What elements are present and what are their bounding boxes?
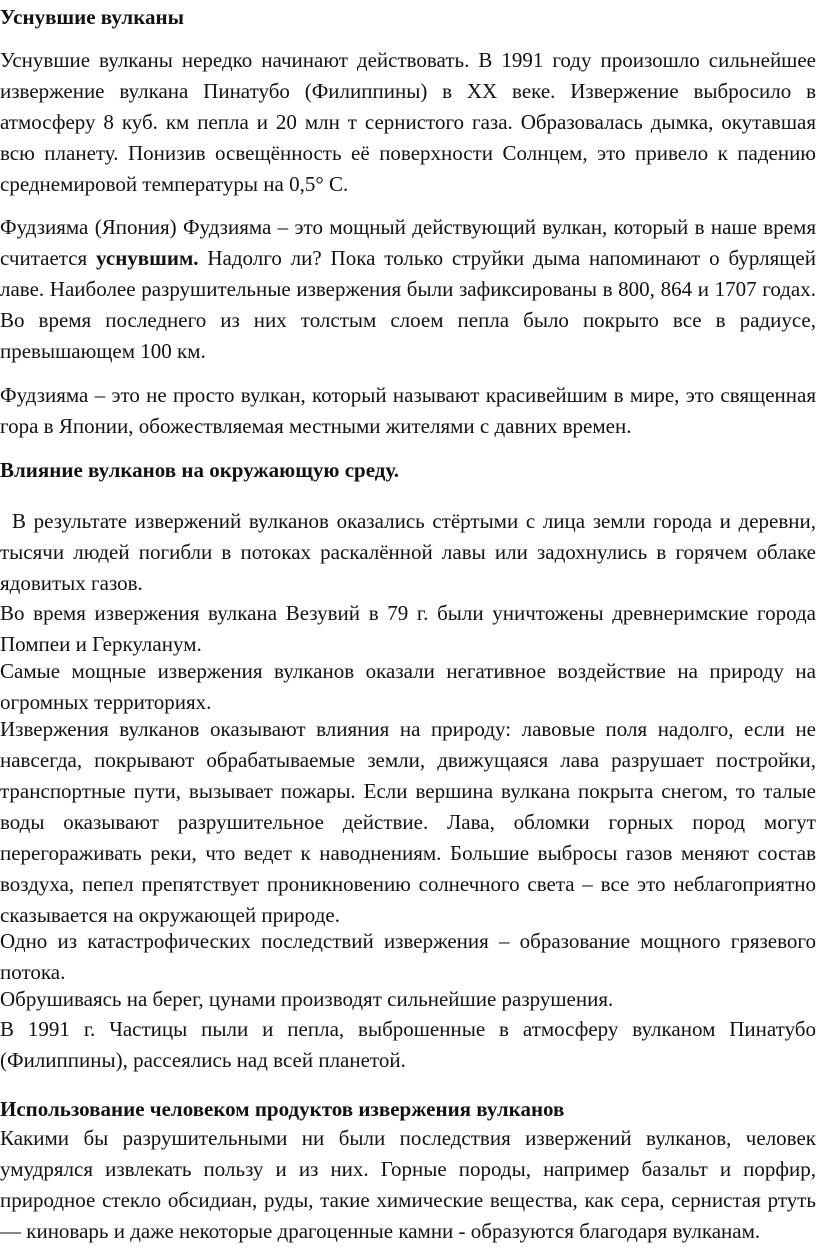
fuji-text-bold: уснувшим. xyxy=(96,246,199,270)
paragraph-dormant-volcanoes: Уснувшие вулканы нередко начинают действовать. В 1991 году произошло сильнейшее извержение вулкана Пинатубо (Филиппины) в XX веке. Извержение выбросило в атмосферу 8 куб. км пепла и 20 млн т сернистого газа. Образовалась дымка, окутавшая всю планету. Понизив освещённость её поверхности Солнцем, это привело к падению среднемировой температуры на 0,5° С. xyxy=(0,48,816,196)
heading-volcano-usage: Использование человеком продуктов извержения вулканов xyxy=(0,1097,565,1121)
paragraph-influence-4: Извержения вулканов оказывают влияния на природу: лавовые поля надолго, если не навсегда, покрывают обрабатываемые земли, движущаяся лава разрушает постройки, транспортные пути, вызывает пожары. Если вершина вулкана покрыта снегом, то талые воды оказывают разрушительное действие. Лава, обломки горных пород могут перегораживать реки, что ведет к наводнениям. Большие выбросы газов меняют состав воздуха, пепел препятствует проникновению солнечного света – все это неблагоприятно сказывается на окружающей природе. xyxy=(0,717,816,927)
heading-volcano-influence: Влияние вулканов на окружающую среду. xyxy=(0,458,400,482)
paragraph-influence-7: В 1991 г. Частицы пыли и пепла, выброшенные в атмосферу вулканом Пинатубо (Филиппины), рассеялись над всей планетой. xyxy=(0,1017,816,1072)
paragraph-influence-3: Самые мощные извержения вулканов оказали негативное воздействие на природу на огромных территориях. xyxy=(0,659,816,714)
fuji-text-after: Надолго ли? Пока только струйки дыма напоминают о бурлящей лаве. Наиболее разрушительные извержения были зафиксированы в 800, 864 и 1707 годах. Во время последнего из них толстым слоем пепла было покрыто все в радиусе, превышающем 100 км. xyxy=(0,246,816,363)
paragraph-influence-2: Во время извержения вулкана Везувий в 79 г. были уничтожены древнеримские города Помпеи и Геркуланум. xyxy=(0,601,816,656)
paragraph-fuji-1 xyxy=(0,212,816,367)
paragraph-influence-5: Одно из катастрофических последствий извержения – образование мощного грязевого потока. xyxy=(0,929,816,984)
fuji-text-before: Фудзияма (Япония) Фудзияма – это мощный действующий вулкан, который в наше время считается xyxy=(0,215,816,270)
heading-dormant-volcanoes: Уснувшие вулканы xyxy=(0,5,184,29)
paragraph-influence-6: Обрушиваясь на берег, цунами производят сильнейшие разрушения. xyxy=(0,987,614,1011)
paragraph-fuji-2: Фудзияма – это не просто вулкан, который называют красивейшим в мире, это священная гора в Японии, обожествляемая местными жителями с давних времен. xyxy=(0,383,816,438)
paragraph-volcano-usage: Какими бы разрушительными ни были последствия извержений вулканов, человек умудрялся извлекать пользу и из них. Горные породы, например базальт и порфир, природное стекло обсидиан, руды, такие химические вещества, как сера, сернистая ртуть — киноварь и даже некоторые драгоценные камни - образуются благодаря вулканам. xyxy=(0,1126,816,1243)
paragraph-influence-1: В результате извержений вулканов оказались стёртыми с лица земли города и деревни, тысячи людей погибли в потоках раскалённой лавы или задохнулись в горячем облаке ядовитых газов. xyxy=(0,509,816,595)
